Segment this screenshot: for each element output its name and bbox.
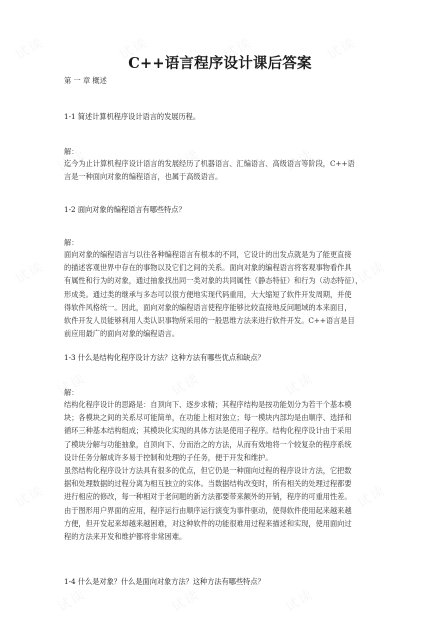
answer-line: 设计任务分解成许多易于控制和处理的子任务，便于开发和维护。 [64,452,273,462]
answer-line: 得软件风格统一。因此，面向对象的编程语言使程序能够比较直接地反问题域的本来面目， [64,302,352,312]
document-title: C++语言程序设计课后答案 [128,55,312,72]
question-1-2: 1-2 面向对象的编程语言有哪些特点？ [64,205,186,214]
answer-line: 软件开发人员能够利用人类认识事物所采用的一般思维方法来进行软件开发。C++语言是目 [64,316,355,326]
answer-line: 方便，但开发起来却越来越困难，对这种软件的功能很难用过程来描述和实现，使用面向过 [64,518,352,528]
answer-line: 有属性和行为的对象，通过抽象找出同一类对象的共同属性（静态特征）和行为（动态特征）， [64,276,363,286]
answer-1-2 [64,248,382,340]
answer-line: 循环三种基本结构组成；其模块化实现的具体方法是使用子程序。结构化程序设计由于采用 [64,426,352,436]
chapter-heading: 第 一 章 概述 [64,76,107,85]
answer-line: 迄今为止计算机程序设计语言的发展经历了机器语言、汇编语言、高级语言等阶段，C++语 [64,159,355,168]
answer-line: 块；各模块之间的关系尽可能简单，在功能上相对独立；每一模块内部均是由顺序、选择和 [64,413,352,423]
answer-line: 前应用最广的面向对象的编程语言。 [64,329,180,339]
answer-line: 的描述客观世界中存在的事物以及它们之间的关系。面向对象的编程语言将客观事物看作具 [64,263,352,273]
answer-line: 结构化程序设计的思路是：自顶向下、逐步求精；其程序结构是按功能划分为若干个基本模 [64,400,352,409]
answer-line: 言是一种面向对象的编程语言，也属于高级语言。 [64,172,223,182]
answer-line: 据和处理数据的过程分离为相互独立的实体。当数据结构改变时，所有相关的处理过程都要 [64,479,352,489]
watermark [53,584,88,615]
watermark [167,584,202,615]
answer-line: 面向对象的编程语言与以往各种编程语言有根本的不同，它设计的出发点就是为了能更直接 [64,250,352,259]
question-1-4: 1-4 什么是对象？什么是面向对象方法？这种方法有哪些特点？ [64,577,265,586]
answer-line: 虽然结构化程序设计方法具有很多的优点，但它仍是一种面向过程的程序设计方法，它把数 [64,466,352,476]
question-1-3: 1-3 什么是结构化程序设计方法？这种方法有哪些优点和缺点？ [64,353,265,362]
watermark [11,256,46,287]
answer-line: 了模块分解与功能抽象，自顶向下、分而治之的方法，从而有效地将一个较复杂的程序系统 [64,439,352,449]
answer-label-1-3: 解： [64,388,79,397]
answer-1-1 [64,157,382,183]
answer-line: 由于图形用户界面的应用，程序运行由顺序运行演变为事件驱动，使得软件使用起来越来越 [64,505,352,515]
answer-line: 进行相应的修改，每一种相对于老问题的新方法都要带来额外的开销，程序的可重用性差。 [64,492,352,502]
question-1-1: 1-1 简述计算机程序设计语言的发展历程。 [64,112,201,121]
answer-label-1-2: 解： [64,238,79,247]
answer-line: 形成类。通过类的继承与多态可以很方便地实现代码重用，大大缩短了软件开发周期，并使 [64,289,352,299]
answer-line: 程的方法来开发和维护都将非常困难。 [64,532,187,542]
watermark [281,584,316,615]
answer-1-3 [64,398,382,543]
answer-label-1-1: 解： [64,147,79,156]
watermark [11,480,46,511]
